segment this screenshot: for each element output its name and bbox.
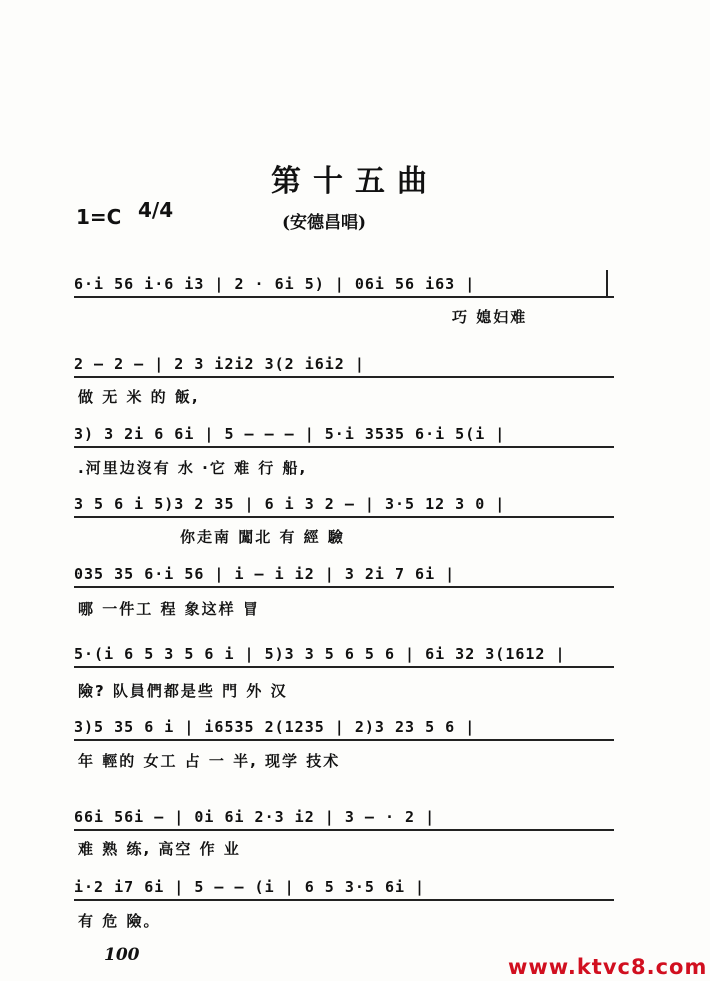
notation-line-8: 66i 56i — | 0i 6i 2·3 i2 | 3 — · 2 | — [74, 808, 614, 831]
key-signature: 1=C — [76, 205, 122, 229]
notation-line-2: 2 — 2 — | 2 3 i2i2 3(2 i6i2 | — [74, 355, 614, 378]
time-signature: 4/4 — [138, 198, 174, 222]
notation-line-3: 3) 3 2i 6 6i | 5 — — — | 5·i 3535 6·i 5(i | — [74, 425, 614, 448]
lyric-line-8: 难 熟 练, 高空 作 业 — [78, 840, 241, 858]
lyric-line-3: .河里边沒有 水 ·它 难 行 船, — [78, 459, 308, 477]
lyric-line-4: 你走南 闖北 有 經 驗 — [180, 528, 345, 546]
lyric-line-2: 做 无 米 的 飯, — [78, 388, 200, 406]
notation-line-5: 035 35 6·i 56 | i — i i2 | 3 2i 7 6i | — [74, 565, 614, 588]
singer-credit: (安德昌唱) — [282, 213, 367, 233]
lyric-line-5: 哪 一件工 程 象这样 冒 — [78, 600, 260, 618]
lyric-line-7: 年 輕的 女工 占 一 半, 现学 技术 — [78, 752, 341, 770]
lyric-line-6: 險? 队員們都是些 門 外 汉 — [78, 682, 288, 700]
notation-line-6: 5·(i 6 5 3 5 6 i | 5)3 3 5 6 5 6 | 6i 32 3(1612 | — [74, 645, 614, 668]
lyric-line-1: 巧 媳妇难 — [452, 308, 528, 326]
notation-line-1: 6·i 56 i·6 i3 | 2 · 6i 5) | 06i 56 i63 | — [74, 275, 614, 298]
notation-line-4: 3 5 6 i 5)3 2 35 | 6 i 3 2 — | 3·5 12 3 0 | — [74, 495, 614, 518]
page-number: 100 — [104, 945, 140, 965]
notation-line-9: i·2 i7 6i | 5 — — (i | 6 5 3·5 6i | — [74, 878, 614, 901]
lyric-line-9: 有 危 險。 — [78, 912, 161, 930]
site-watermark: www.ktvc8.com — [508, 955, 708, 979]
final-barline — [606, 270, 608, 298]
notation-line-7: 3)5 35 6 i | i6535 2(1235 | 2)3 23 5 6 | — [74, 718, 614, 741]
page-title: 第十五曲 — [271, 164, 439, 199]
